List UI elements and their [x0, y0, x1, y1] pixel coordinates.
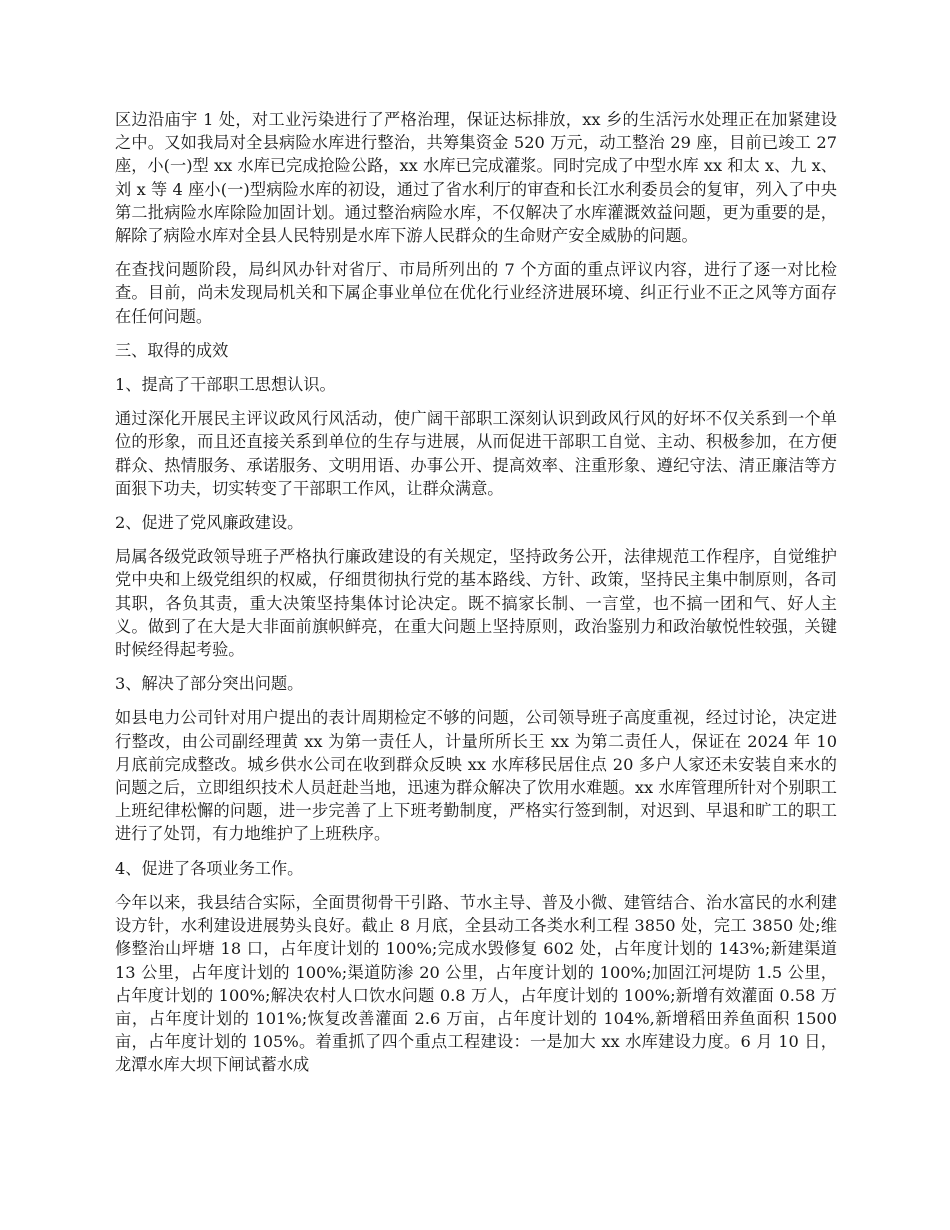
paragraph-awareness: 通过深化开展民主评议政风行风活动，使广阔干部职工深刻认识到政风行风的好坏不仅关系到一个单位的形象，而且还直接关系到单位的生存与进展，从而促进干部职工自觉、主动、积极参加，在方便群众、热情服务、承诺服务、文明用语、办事公开、提高效率、注重形象、遵纪守法、清正廉洁等方面狠下功夫，切实转变了干部职工作风，让群众满意。	[115, 409, 837, 498]
paragraph-problems-solved: 如县电力公司针对用户提出的表计周期检定不够的问题，公司领导班子高度重视，经过讨论，决定进行整改，由公司副经理黄 xx 为第一责任人，计量所所长王 xx 为第二责任人，保证在 2024 年 10 月底前完成整改。城乡供水公司在收到群众反映 xx 水库移民居住点 20 多户人家还未安装自来水的问题之后，立即组织技术人员赶赴当地，迅速为群众解决了饮用水难题。xx 水库管理所针对个别职工上班纪律松懈的问题，进一步完善了上下班考勤制度，严格实行签到制，对迟到、早退和旷工的职工进行了处罚，有力地维护了上班秩序。	[115, 708, 837, 844]
section-heading-achievements: 三、取得的成效	[115, 340, 229, 360]
paragraph-business-work: 今年以来，我县结合实际，全面贯彻骨干引路、节水主导、普及小微、建管结合、治水富民的水利建设方针，水利建设进展势头良好。截止 8 月底，全县动工各类水利工程 3850 处，完工 3850 处;维修整治山坪塘 18 口，占年度计划的 100%;完成水毁修复 602 处，占年度计划的 143%;新建渠道 13 公里，占年度计划的 100%;渠道防渗 20 公里，占年度计划的 100%;加固江河堤防 1.5 公里，占年度计划的 100%;解决农村人口饮水问题 0.8 万人，占年度计划的 100%;新增有效灌面 0.58 万亩，占年度计划的 101%;恢复改善灌面 2.6 万亩，占年度计划的 104%,新增稻田养鱼面积 1500 亩，占年度计划的 105%。着重抓了四个重点工程建设：一是加大 xx 水库建设力度。6 月 10 日，龙潭水库大坝下闸试蓄水成	[115, 892, 837, 1075]
paragraph-problem-finding: 在查找问题阶段，局纠风办针对省厅、市局所列出的 7 个方面的重点评议内容，进行了逐一对比检查。目前，尚未发现局机关和下属企事业单位在优化行业经济进展环境、纠正行业不正之风等方面存在任何问题。	[115, 260, 837, 326]
subheading-3: 3、解决了部分突出问题。	[115, 674, 304, 694]
paragraph-reservoir-renovation: 区边沿庙宇 1 处，对工业污染进行了严格治理，保证达标排放，xx 乡的生活污水处理正在加紧建设之中。又如我局对全县病险水库进行整治，共筹集资金 520 万元，动工整治 29 座，目前已竣工 27 座，小(一)型 xx 水库已完成抢险公路，xx 水库已完成灌浆。同时完成了中型水库 xx 和太 x、九 x、刘 x 等 4 座小(一)型病险水库的初设，通过了省水利厅的审查和长江水利委员会的复审，列入了中央第二批病险水库除险加固计划。通过整治病险水库，不仅解决了水库灌溉效益问题，更为重要的是，解除了病险水库对全县人民特别是水库下游人民群众的生命财产安全威胁的问题。	[115, 110, 837, 246]
subheading-2: 2、促进了党风廉政建设。	[115, 513, 304, 533]
subheading-1: 1、提高了干部职工思想认识。	[115, 375, 336, 395]
subheading-4: 4、促进了各项业务工作。	[115, 858, 304, 878]
document-body	[115, 108, 837, 1088]
paragraph-integrity: 局属各级党政领导班子严格执行廉政建设的有关规定，坚持政务公开，法律规范工作程序，自觉维护党中央和上级党组织的权威，仔细贯彻执行党的基本路线、方针、政策，坚持民主集中制原则，各司其职，各负其责，重大决策坚持集体讨论决定。既不搞家长制、一言堂，也不搞一团和气、好人主义。做到了在大是大非面前旗帜鲜亮，在重大问题上坚持原则，政治鉴别力和政治敏悦性较强，关键时候经得起考验。	[115, 547, 837, 660]
